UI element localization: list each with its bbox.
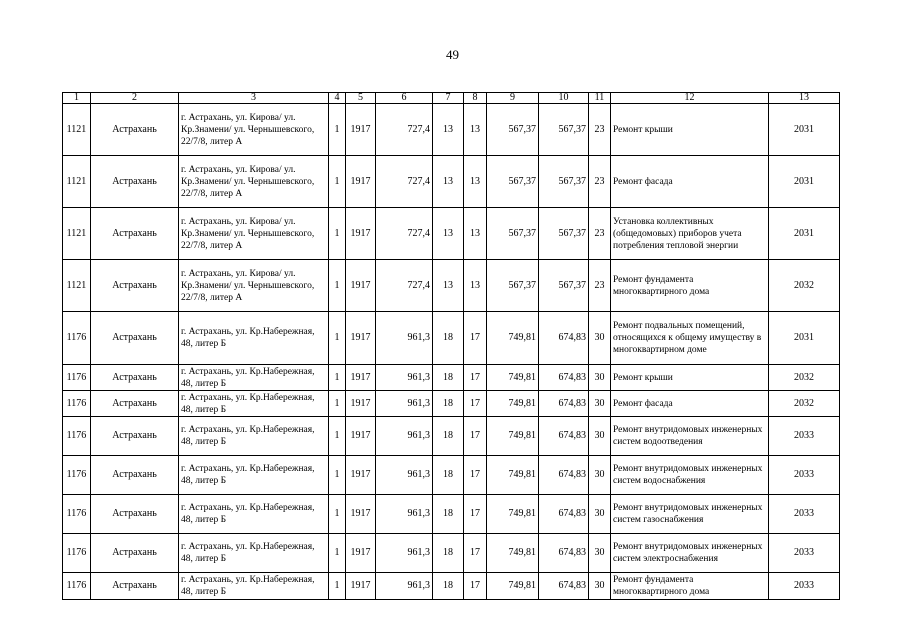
col4-cell: 1 — [329, 573, 346, 600]
address-cell: г. Астрахань, ул. Кр.Набережная, 48, литер Б — [179, 573, 329, 600]
area-cell: 961,3 — [376, 417, 433, 456]
col4-cell: 1 — [329, 208, 346, 260]
col9-cell: 749,81 — [487, 495, 539, 534]
work-type-cell: Установка коллективных (общедомовых) приборов учета потребления тепловой энергии — [611, 208, 769, 260]
city-cell: Астрахань — [91, 104, 179, 156]
city-cell: Астрахань — [91, 495, 179, 534]
city-cell: Астрахань — [91, 312, 179, 365]
work-type-cell: Ремонт внутридомовых инженерных систем газоснабжения — [611, 495, 769, 534]
column-number-7: 7 — [433, 93, 464, 104]
city-cell: Астрахань — [91, 391, 179, 417]
city-cell: Астрахань — [91, 156, 179, 208]
row-id: 1176 — [63, 391, 91, 417]
year-cell: 1917 — [346, 456, 376, 495]
col7-cell: 13 — [433, 156, 464, 208]
col11-cell: 30 — [589, 534, 611, 573]
col8-cell: 17 — [464, 417, 487, 456]
work-type-cell: Ремонт внутридомовых инженерных систем водоотведения — [611, 417, 769, 456]
area-cell: 727,4 — [376, 104, 433, 156]
address-cell: г. Астрахань, ул. Кр.Набережная, 48, литер Б — [179, 417, 329, 456]
col11-cell: 30 — [589, 495, 611, 534]
col11-cell: 23 — [589, 208, 611, 260]
column-number-4: 4 — [329, 93, 346, 104]
header-row — [63, 93, 840, 104]
row-id: 1121 — [63, 156, 91, 208]
year-cell: 1917 — [346, 208, 376, 260]
col9-cell: 749,81 — [487, 456, 539, 495]
address-cell: г. Астрахань, ул. Кр.Набережная, 48, литер Б — [179, 495, 329, 534]
column-number-8: 8 — [464, 93, 487, 104]
table-row — [63, 260, 840, 312]
column-number-6: 6 — [376, 93, 433, 104]
col8-cell: 17 — [464, 495, 487, 534]
col11-cell: 30 — [589, 312, 611, 365]
col8-cell: 17 — [464, 534, 487, 573]
city-cell: Астрахань — [91, 260, 179, 312]
col10-cell: 674,83 — [539, 456, 589, 495]
col7-cell: 18 — [433, 365, 464, 391]
col10-cell: 674,83 — [539, 573, 589, 600]
col9-cell: 749,81 — [487, 573, 539, 600]
col9-cell: 749,81 — [487, 391, 539, 417]
col8-cell: 17 — [464, 312, 487, 365]
row-id: 1176 — [63, 365, 91, 391]
plan-year-cell: 2032 — [769, 391, 840, 417]
col8-cell: 13 — [464, 208, 487, 260]
col4-cell: 1 — [329, 312, 346, 365]
col11-cell: 23 — [589, 104, 611, 156]
work-type-cell: Ремонт крыши — [611, 365, 769, 391]
col9-cell: 567,37 — [487, 260, 539, 312]
address-cell: г. Астрахань, ул. Кр.Набережная, 48, литер Б — [179, 312, 329, 365]
column-number-2: 2 — [91, 93, 179, 104]
col7-cell: 18 — [433, 495, 464, 534]
col7-cell: 18 — [433, 534, 464, 573]
row-id: 1176 — [63, 312, 91, 365]
area-cell: 961,3 — [376, 456, 433, 495]
page-number: 49 — [446, 47, 459, 62]
row-id: 1121 — [63, 104, 91, 156]
plan-year-cell: 2031 — [769, 208, 840, 260]
row-id: 1176 — [63, 495, 91, 534]
table-row — [63, 391, 840, 417]
col4-cell: 1 — [329, 417, 346, 456]
table-row — [63, 312, 840, 365]
col4-cell: 1 — [329, 456, 346, 495]
work-type-cell: Ремонт фундамента многоквартирного дома — [611, 573, 769, 600]
col10-cell: 674,83 — [539, 417, 589, 456]
city-cell: Астрахань — [91, 208, 179, 260]
col8-cell: 17 — [464, 365, 487, 391]
year-cell: 1917 — [346, 495, 376, 534]
row-id: 1121 — [63, 208, 91, 260]
register-table — [62, 92, 840, 600]
table-row — [63, 365, 840, 391]
plan-year-cell: 2033 — [769, 456, 840, 495]
col9-cell: 567,37 — [487, 208, 539, 260]
work-type-cell: Ремонт внутридомовых инженерных систем электроснабжения — [611, 534, 769, 573]
col11-cell: 30 — [589, 391, 611, 417]
col4-cell: 1 — [329, 534, 346, 573]
col8-cell: 17 — [464, 456, 487, 495]
area-cell: 727,4 — [376, 156, 433, 208]
work-type-cell: Ремонт подвальных помещений, относящихся к общему имуществу в многоквартирном доме — [611, 312, 769, 365]
col10-cell: 674,83 — [539, 312, 589, 365]
table-row — [63, 495, 840, 534]
area-cell: 961,3 — [376, 391, 433, 417]
col10-cell: 674,83 — [539, 534, 589, 573]
table-row — [63, 534, 840, 573]
row-id: 1176 — [63, 456, 91, 495]
table-row — [63, 573, 840, 600]
area-cell: 727,4 — [376, 208, 433, 260]
plan-year-cell: 2031 — [769, 104, 840, 156]
plan-year-cell: 2033 — [769, 534, 840, 573]
col4-cell: 1 — [329, 391, 346, 417]
col9-cell: 749,81 — [487, 417, 539, 456]
column-number-3: 3 — [179, 93, 329, 104]
col9-cell: 567,37 — [487, 156, 539, 208]
area-cell: 727,4 — [376, 260, 433, 312]
column-number-9: 9 — [487, 93, 539, 104]
address-cell: г. Астрахань, ул. Кирова/ ул. Кр.Знамени/ ул. Чернышевского, 22/7/8, литер А — [179, 208, 329, 260]
col11-cell: 23 — [589, 156, 611, 208]
column-number-1: 1 — [63, 93, 91, 104]
col10-cell: 674,83 — [539, 391, 589, 417]
table-row — [63, 417, 840, 456]
plan-year-cell: 2033 — [769, 417, 840, 456]
work-type-cell: Ремонт фасада — [611, 391, 769, 417]
col4-cell: 1 — [329, 260, 346, 312]
column-number-11: 11 — [589, 93, 611, 104]
area-cell: 961,3 — [376, 573, 433, 600]
col9-cell: 749,81 — [487, 534, 539, 573]
year-cell: 1917 — [346, 104, 376, 156]
plan-year-cell: 2032 — [769, 365, 840, 391]
table-row — [63, 208, 840, 260]
col4-cell: 1 — [329, 156, 346, 208]
col11-cell: 30 — [589, 573, 611, 600]
plan-year-cell: 2033 — [769, 495, 840, 534]
city-cell: Астрахань — [91, 365, 179, 391]
col10-cell: 567,37 — [539, 208, 589, 260]
col11-cell: 30 — [589, 417, 611, 456]
address-cell: г. Астрахань, ул. Кр.Набережная, 48, литер Б — [179, 456, 329, 495]
work-type-cell: Ремонт фундамента многоквартирного дома — [611, 260, 769, 312]
col4-cell: 1 — [329, 104, 346, 156]
year-cell: 1917 — [346, 391, 376, 417]
address-cell: г. Астрахань, ул. Кирова/ ул. Кр.Знамени/ ул. Чернышевского, 22/7/8, литер А — [179, 260, 329, 312]
year-cell: 1917 — [346, 365, 376, 391]
col8-cell: 13 — [464, 260, 487, 312]
year-cell: 1917 — [346, 417, 376, 456]
col10-cell: 567,37 — [539, 104, 589, 156]
area-cell: 961,3 — [376, 365, 433, 391]
work-type-cell: Ремонт внутридомовых инженерных систем водоснабжения — [611, 456, 769, 495]
city-cell: Астрахань — [91, 534, 179, 573]
col7-cell: 18 — [433, 573, 464, 600]
col7-cell: 13 — [433, 104, 464, 156]
col7-cell: 18 — [433, 417, 464, 456]
year-cell: 1917 — [346, 312, 376, 365]
col10-cell: 674,83 — [539, 365, 589, 391]
plan-year-cell: 2031 — [769, 156, 840, 208]
column-number-header — [63, 93, 840, 104]
row-id: 1176 — [63, 534, 91, 573]
work-type-cell: Ремонт крыши — [611, 104, 769, 156]
address-cell: г. Астрахань, ул. Кр.Набережная, 48, литер Б — [179, 534, 329, 573]
column-number-12: 12 — [611, 93, 769, 104]
col4-cell: 1 — [329, 365, 346, 391]
col9-cell: 567,37 — [487, 104, 539, 156]
col10-cell: 567,37 — [539, 156, 589, 208]
col7-cell: 18 — [433, 391, 464, 417]
plan-year-cell: 2033 — [769, 573, 840, 600]
year-cell: 1917 — [346, 156, 376, 208]
col9-cell: 749,81 — [487, 365, 539, 391]
address-cell: г. Астрахань, ул. Кр.Набережная, 48, литер Б — [179, 391, 329, 417]
col8-cell: 17 — [464, 573, 487, 600]
col10-cell: 567,37 — [539, 260, 589, 312]
col7-cell: 18 — [433, 456, 464, 495]
col7-cell: 18 — [433, 312, 464, 365]
column-number-13: 13 — [769, 93, 840, 104]
col11-cell: 30 — [589, 456, 611, 495]
plan-year-cell: 2031 — [769, 312, 840, 365]
city-cell: Астрахань — [91, 456, 179, 495]
col8-cell: 13 — [464, 156, 487, 208]
col7-cell: 13 — [433, 260, 464, 312]
column-number-5: 5 — [346, 93, 376, 104]
address-cell: г. Астрахань, ул. Кирова/ ул. Кр.Знамени/ ул. Чернышевского, 22/7/8, литер А — [179, 156, 329, 208]
row-id: 1176 — [63, 573, 91, 600]
col7-cell: 13 — [433, 208, 464, 260]
area-cell: 961,3 — [376, 312, 433, 365]
city-cell: Астрахань — [91, 417, 179, 456]
col11-cell: 23 — [589, 260, 611, 312]
city-cell: Астрахань — [91, 573, 179, 600]
col4-cell: 1 — [329, 495, 346, 534]
area-cell: 961,3 — [376, 495, 433, 534]
col8-cell: 13 — [464, 104, 487, 156]
plan-year-cell: 2032 — [769, 260, 840, 312]
column-number-10: 10 — [539, 93, 589, 104]
year-cell: 1917 — [346, 534, 376, 573]
col8-cell: 17 — [464, 391, 487, 417]
work-type-cell: Ремонт фасада — [611, 156, 769, 208]
col9-cell: 749,81 — [487, 312, 539, 365]
year-cell: 1917 — [346, 573, 376, 600]
area-cell: 961,3 — [376, 534, 433, 573]
table-row — [63, 104, 840, 156]
table-row — [63, 156, 840, 208]
col11-cell: 30 — [589, 365, 611, 391]
table-body — [63, 104, 840, 600]
table-row — [63, 456, 840, 495]
row-id: 1121 — [63, 260, 91, 312]
row-id: 1176 — [63, 417, 91, 456]
col10-cell: 674,83 — [539, 495, 589, 534]
address-cell: г. Астрахань, ул. Кр.Набережная, 48, литер Б — [179, 365, 329, 391]
address-cell: г. Астрахань, ул. Кирова/ ул. Кр.Знамени/ ул. Чернышевского, 22/7/8, литер А — [179, 104, 329, 156]
year-cell: 1917 — [346, 260, 376, 312]
